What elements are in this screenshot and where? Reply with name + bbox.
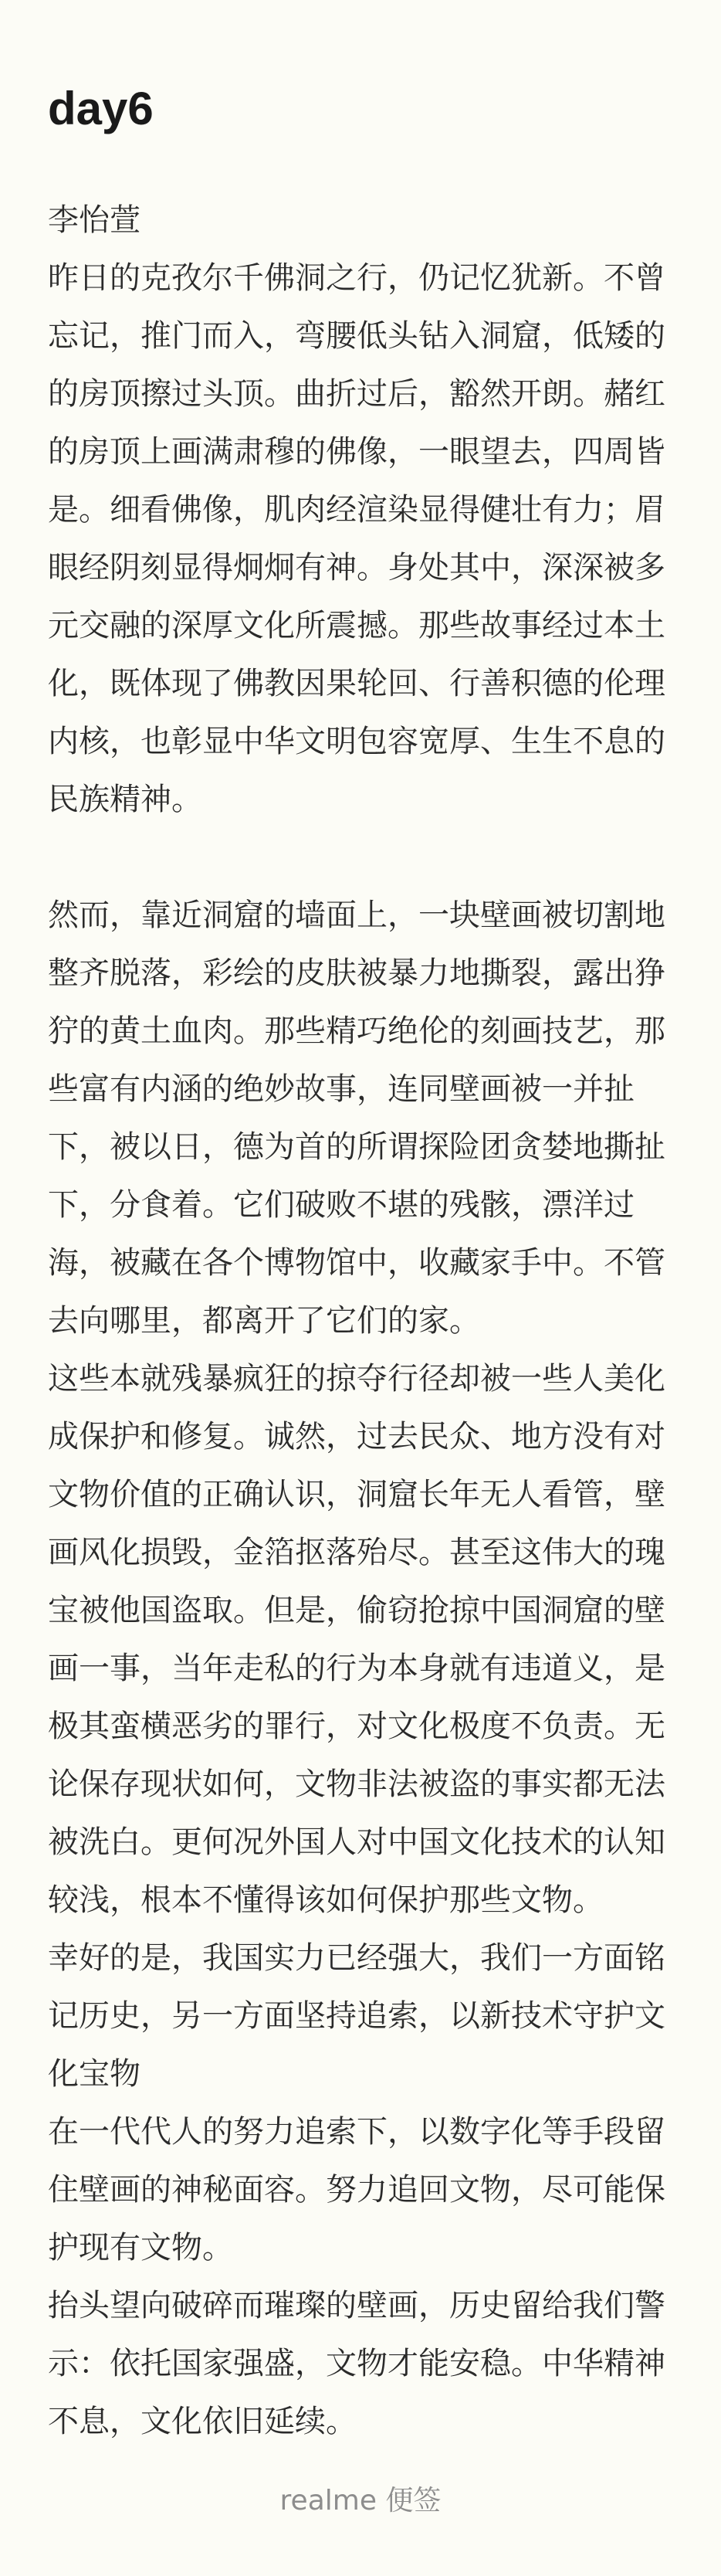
note-paragraph: 在一代代人的努力追索下，以数字化等手段留住壁画的神秘面容。努力追回文物，尽可能保护现有文物。 [48,2114,665,2265]
note-paragraph: 然而，靠近洞窟的墙面上，一块壁画被切割地整齐脱落，彩绘的皮肤被暴力地撕裂，露出狰狞的黄土血肉。那些精巧绝伦的刻画技艺，那些富有内涵的绝妙故事，连同壁画被一并扯下，被以日，德为首的所谓探险团贪婪地撕扯下，分食着。它们破败不堪的残骸，漂洋过海，被藏在各个博物馆中，收藏家手中。不管去向哪里，都离开了它们的家。 [48,898,665,1339]
note-author: 李怡萱 [48,202,140,238]
note-paragraph: 这些本就残暴疯狂的掠夺行径却被一些人美化成保护和修复。诚然，过去民众、地方没有对文物价值的正确认识，洞窟长年无人看管，壁画风化损毁，金箔抠落殆尽。甚至这伟大的瑰宝被他国盗取。但是，偷窃抢掠中国洞窟的壁画一事，当年走私的行为本身就有违道义，是极其蛮横恶劣的罪行，对文化极度不负责。无论保存现状如何，文物非法被盗的事实都无法被洗白。更何况外国人对中国文化技术的认知较浅，根本不懂得该如何保护那些文物。 [48,1361,665,1918]
note-paragraph: 昨日的克孜尔千佛洞之行，仍记忆犹新。不曾忘记，推门而入，弯腰低头钻入洞窟，低矮的的房顶擦过头顶。曲折过后，豁然开朗。赭红的房顶上画满肃穆的佛像，一眼望去，四周皆是。细看佛像，肌肉经渲染显得健壮有力；眉眼经阴刻显得炯炯有神。身处其中，深深被多元交融的深厚文化所震撼。那些故事经过本土化，既体现了佛教因果轮回、行善积德的伦理内核，也彰显中华文明包容宽厚、生生不息的民族精神。 [48,260,665,817]
note-paragraph: 抬头望向破碎而璀璨的壁画，历史留给我们警示：依托国家强盛，文物才能安稳。中华精神不息，文化依旧延续。 [48,2288,665,2439]
paragraph-spacer [48,829,681,887]
note-title: day6 [48,83,154,134]
note-content [48,74,681,2451]
note-paragraph: 幸好的是，我国实力已经强大，我们一方面铭记历史，另一方面坚持追索，以新技术守护文化宝物 [48,1940,665,2092]
app-watermark: realme 便签 [279,2485,442,2517]
